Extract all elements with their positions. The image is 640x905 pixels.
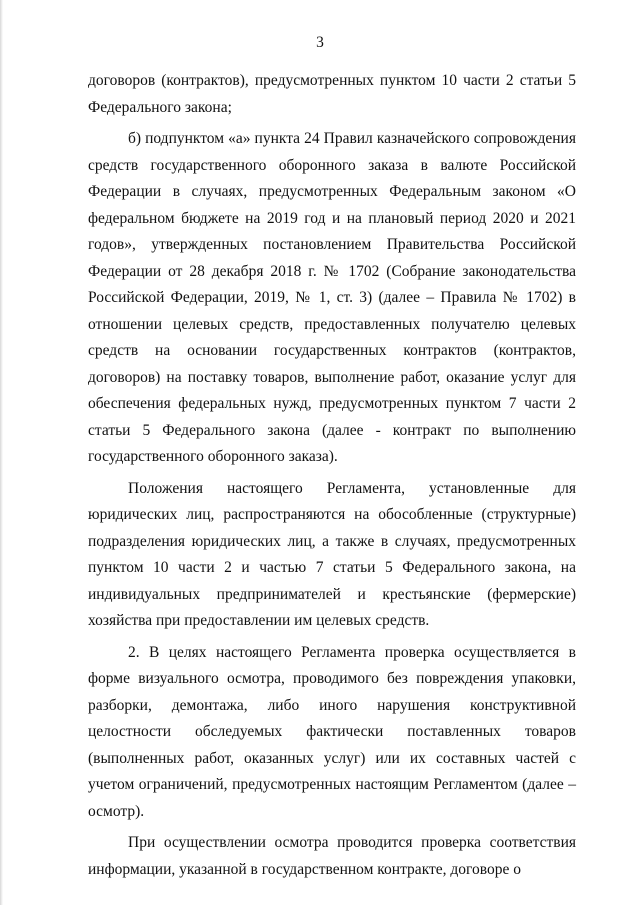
paragraph-inspection: При осуществлении осмотра проводится проверка соответствия информации, указанной в государственном контракте, договоре о (88, 834, 576, 878)
document-body (88, 68, 576, 888)
paragraph-continuation: договоров (контрактов), предусмотренных пунктом 10 части 2 статьи 5 Федерального закона; (88, 72, 576, 116)
scan-edge-shadow (0, 0, 3, 905)
page-number: 3 (316, 34, 324, 51)
paragraph-item-2: 2. В целях настоящего Регламента проверка осуществляется в форме визуального осмотра, проводимого без повреждения упаковки, разборки, демонтажа, либо иного нарушения конструктивной целостности обследуемых фактически поставленных товаров (выполненных работ, оказанных услуг) или их составных частей с учетом ограничений, предусмотренных настоящим Регламентом (далее – осмотр). (88, 643, 576, 820)
paragraph-regulation-provisions: Положения настоящего Регламента, установленные для юридических лиц, распространяются на обособленные (структурные) подразделения юридических лиц, а также в случаях, предусмотренных пунктом 10 части 2 и частью 7 статьи 5 Федерального закона, на индивидуальных предпринимателей и крестьянские (фермерские) хозяйства при предоставлении им целевых средств. (88, 479, 576, 629)
paragraph-subitem-b: б) подпунктом «а» пункта 24 Правил казначейского сопровождения средств государственного оборонного заказа в валюте Российской Федерации в случаях, предусмотренных Федеральным законом «О федеральном бюджете на 2019 год и на плановый период 2020 и 2021 годов», утвержденных постановлением Правительства Российской Федерации от 28 декабря 2018 г. № 1702 (Собрание законодательства Российской Федерации, 2019, № 1, ст. 3) (далее – Правила № 1702) в отношении целевых средств, предоставленных получателю целевых средств на основании государственных контрактов (контрактов, договоров) на поставку товаров, выполнение работ, оказание услуг для обеспечения федеральных нужд, предусмотренных пунктом 7 части 2 статьи 5 Федерального закона (далее - контракт по выполнению государственного оборонного заказа). (88, 130, 576, 465)
